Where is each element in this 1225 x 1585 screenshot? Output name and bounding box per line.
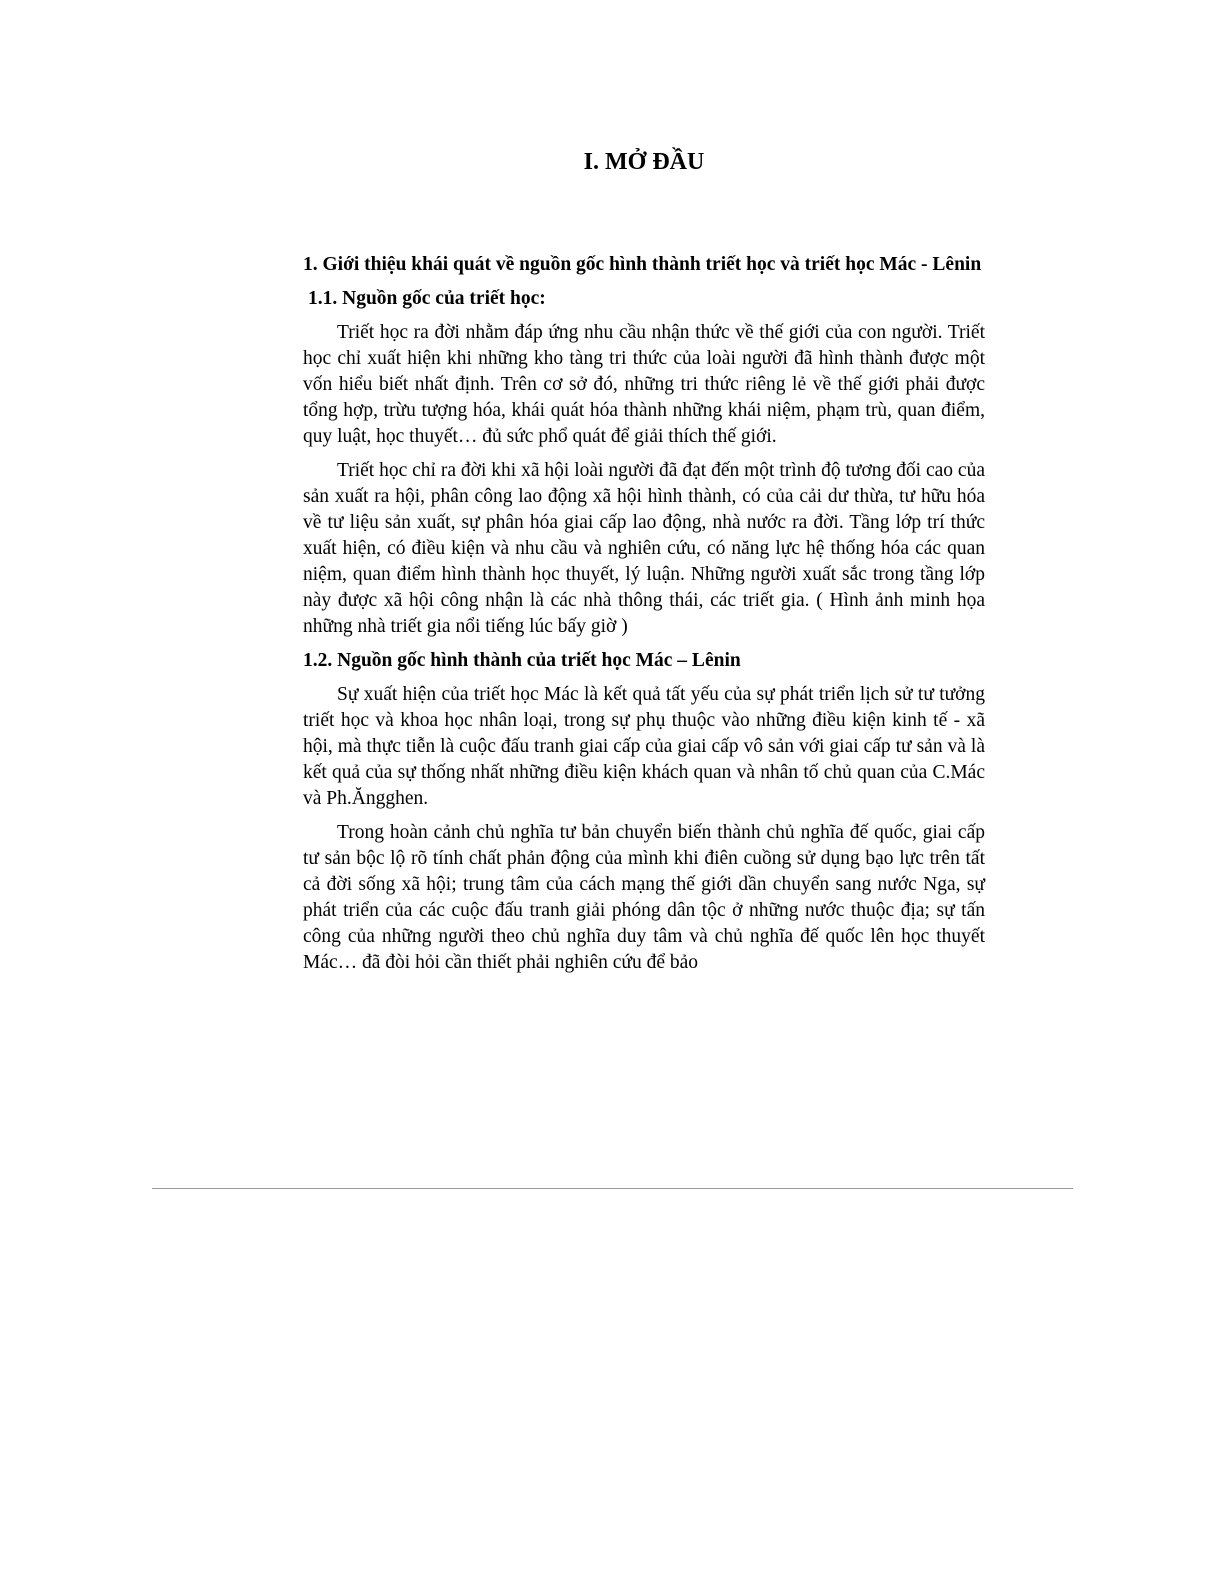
page-bottom-divider [152,1188,1073,1189]
subsection-1-1-heading: 1.1. Nguồn gốc của triết học: [308,288,546,309]
paragraph: Triết học ra đời nhằm đáp ứng nhu cầu nhận thức về thế giới của con người. Triết học chỉ xuất hiện khi những kho tàng tri thức của loài người đã hình thành được một vốn hiểu biết nhất định. Trên cơ sở đó, những tri thức riêng lẻ về thế giới phải được tổng hợp, trừu tượng hóa, khái quát hóa thành những khái niệm, phạm trù, quan điểm, quy luật, học thuyết… đủ sức phổ quát để giải thích thế giới. [303,322,985,447]
subsection-1-2-heading: 1.2. Nguồn gốc hình thành của triết học Mác – Lênin [303,650,741,671]
paragraph: Triết học chỉ ra đời khi xã hội loài người đã đạt đến một trình độ tương đối cao của sản xuất ra hội, phân công lao động xã hội hình thành, có của cải dư thừa, tư hữu hóa về tư liệu sản xuất, sự phân hóa giai cấp lao động, nhà nước ra đời. Tầng lớp trí thức xuất hiện, có điều kiện và nhu cầu và nghiên cứu, có năng lực hệ thống hóa các quan niệm, quan điểm hình thành học thuyết, lý luận. Những người xuất sắc trong tầng lớp này được xã hội công nhận là các nhà thông thái, các triết gia. ( Hình ảnh minh họa những nhà triết gia nổi tiếng lúc bấy giờ ) [303,460,985,637]
section-1-heading: 1. Giới thiệu khái quát về nguồn gốc hình thành triết học và triết học Mác - Lênin [303,254,982,275]
page-content [303,142,985,984]
chapter-title: I. MỞ ĐẦU [583,149,705,175]
paragraph: Trong hoàn cảnh chủ nghĩa tư bản chuyển biến thành chủ nghĩa đế quốc, giai cấp tư sản bộc lộ rõ tính chất phản động của mình khi điên cuồng sử dụng bạo lực trên tất cả đời sống xã hội; trung tâm của cách mạng thế giới dần chuyển sang nước Nga, sự phát triển của các cuộc đấu tranh giải phóng dân tộc ở những nước thuộc địa; sự tấn công của những người theo chủ nghĩa duy tâm và chủ nghĩa đế quốc lên học thuyết Mác… đã đòi hỏi cần thiết phải nghiên cứu để bảo [303,822,985,973]
paragraph: Sự xuất hiện của triết học Mác là kết quả tất yếu của sự phát triển lịch sử tư tưởng triết học và khoa học nhân loại, trong sự phụ thuộc vào những điều kiện kinh tế - xã hội, mà thực tiễn là cuộc đấu tranh giai cấp của giai cấp vô sản với giai cấp tư sản và là kết quả của sự thống nhất những điều kiện khách quan và nhân tố chủ quan của C.Mác và Ph.Ăngghen. [303,684,985,809]
